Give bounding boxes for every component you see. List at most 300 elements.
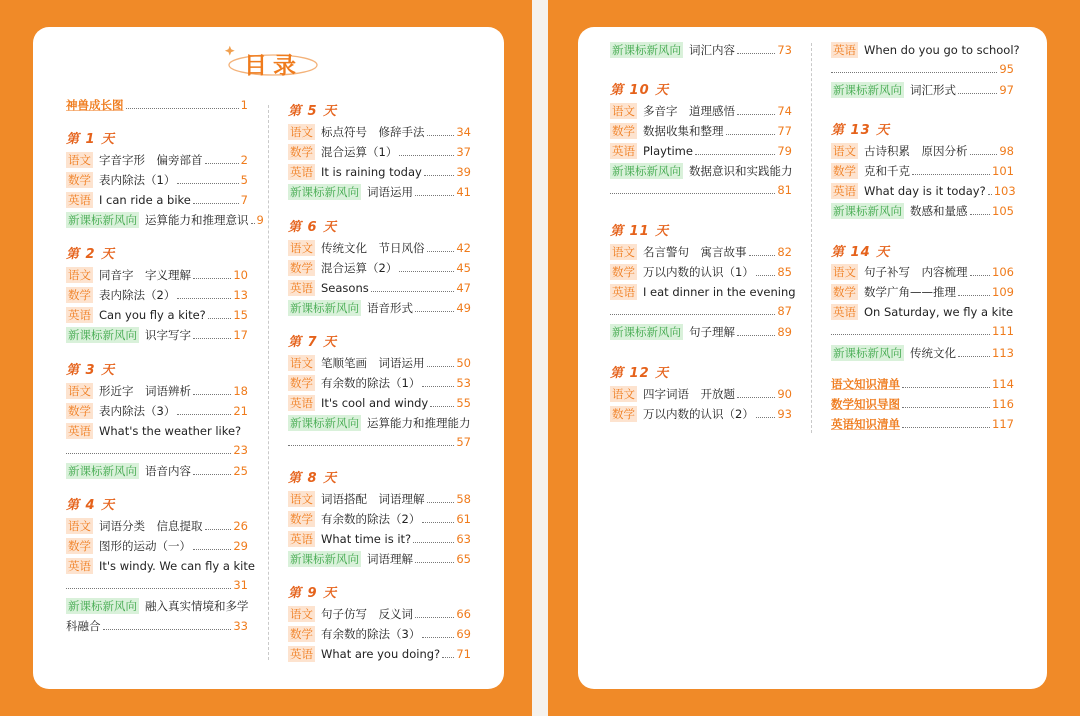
entry-label: What day is it today?	[864, 184, 986, 198]
leader-dots	[430, 406, 454, 407]
subject-tag-english: 英语	[68, 559, 91, 573]
toc-entry[interactable]	[610, 386, 792, 402]
toc-entry-math-map[interactable]	[831, 396, 1014, 412]
entry-label: 句子仿写 反义词	[321, 607, 413, 621]
page-number: 57	[456, 435, 471, 449]
page-number: 103	[993, 184, 1016, 198]
page-number: 25	[233, 464, 248, 478]
page-number: 89	[777, 325, 792, 339]
leader-dots	[958, 93, 997, 94]
page-number: 26	[233, 519, 248, 533]
entry-label: 运算能力和推理意识	[145, 213, 249, 227]
entry-label: 词汇形式	[910, 83, 956, 97]
page-number: 93	[777, 407, 792, 421]
toc-entry[interactable]	[288, 240, 471, 256]
subject-tag-new-curriculum: 新课标新风向	[68, 328, 137, 342]
toc-entry[interactable]	[831, 163, 1014, 179]
leader-dots	[902, 427, 990, 428]
page-number: 53	[456, 376, 471, 390]
leader-dots	[988, 194, 992, 195]
subject-tag-chinese: 语文	[68, 519, 91, 533]
column-divider	[268, 105, 269, 660]
page-number: 15	[233, 308, 248, 322]
day-heading: 第 11 天	[610, 220, 669, 239]
entry-label: 形近字 词语辨析	[99, 384, 191, 398]
page-number: 106	[992, 265, 1014, 279]
entry-label: 表内除法（3）	[99, 404, 176, 418]
toc-entry-growth-map[interactable]	[66, 97, 248, 113]
entry-label: 数感和量感	[910, 204, 968, 218]
entry-label: 科融合	[66, 619, 101, 633]
toc-entry[interactable]	[831, 42, 1020, 58]
leader-dots	[251, 223, 255, 224]
toc-entry[interactable]	[66, 463, 248, 479]
toc-entry[interactable]	[66, 538, 248, 554]
toc-entry[interactable]	[610, 406, 792, 422]
leader-dots	[970, 275, 991, 276]
leader-dots	[427, 502, 455, 503]
subject-tag-english: 英语	[290, 165, 313, 179]
toc-entry[interactable]	[66, 518, 248, 534]
leader-dots	[177, 183, 238, 184]
toc-entry-continued[interactable]	[66, 618, 248, 634]
subject-tag-chinese: 语文	[68, 268, 91, 282]
subject-tag-new-curriculum: 新课标新风向	[290, 552, 359, 566]
subject-tag-chinese: 语文	[290, 492, 313, 506]
entry-label: 四字词语 开放题	[643, 387, 735, 401]
toc-entry[interactable]	[288, 531, 471, 547]
subject-tag-math: 数学	[290, 376, 313, 390]
leader-dots	[902, 407, 990, 408]
leader-dots	[103, 629, 232, 630]
column-divider	[811, 43, 812, 433]
leader-dots	[610, 314, 775, 315]
toc-entry[interactable]	[66, 152, 248, 168]
day-heading: 第 3 天	[66, 359, 115, 378]
page-number: 50	[456, 356, 471, 370]
subject-tag-math: 数学	[833, 164, 856, 178]
toc-entry[interactable]	[831, 345, 1014, 361]
entry-label: 词汇内容	[689, 43, 735, 57]
leader-dots	[205, 529, 232, 530]
subject-tag-english: 英语	[68, 193, 91, 207]
leader-line	[610, 304, 792, 318]
page-number: 37	[456, 145, 471, 159]
leader-dots	[415, 311, 454, 312]
page-number: 113	[992, 346, 1014, 360]
entry-label: 数学广角——推理	[864, 285, 956, 299]
subject-tag-english: 英语	[290, 532, 313, 546]
entry-label: 混合运算（1）	[321, 145, 398, 159]
leader-dots	[831, 334, 990, 335]
subject-tag-new-curriculum: 新课标新风向	[833, 204, 902, 218]
entry-label: 运算能力和推理能力	[367, 416, 471, 430]
day-heading: 第 10 天	[610, 79, 669, 98]
subject-tag-math: 数学	[612, 407, 635, 421]
leader-dots	[737, 53, 775, 54]
toc-entry[interactable]	[288, 491, 471, 507]
toc-entry[interactable]	[66, 423, 248, 439]
page-number: 21	[233, 404, 248, 418]
toc-entry-chinese-list[interactable]	[831, 376, 1014, 392]
entry-label: 字音字形 偏旁部首	[99, 153, 203, 167]
page-gutter	[532, 0, 548, 716]
toc-entry[interactable]	[288, 164, 471, 180]
leader-dots	[193, 278, 231, 279]
leader-dots	[831, 72, 997, 73]
page-number: 61	[456, 512, 471, 526]
toc-entry[interactable]	[288, 375, 471, 391]
page-number: 42	[456, 241, 471, 255]
entry-label: 传统文化 节日风俗	[321, 241, 425, 255]
toc-entry[interactable]	[66, 172, 248, 188]
page-number: 49	[456, 301, 471, 315]
page-number: 114	[992, 377, 1014, 391]
toc-entry[interactable]	[831, 143, 1014, 159]
subject-tag-new-curriculum: 新课标新风向	[833, 346, 902, 360]
leader-dots	[749, 255, 776, 256]
entry-label: 有余数的除法（3）	[321, 627, 421, 641]
page-number: 45	[456, 261, 471, 275]
entry-label: Playtime	[643, 144, 693, 158]
leader-dots	[427, 135, 455, 136]
toc-entry[interactable]	[288, 355, 471, 371]
entry-label: Seasons	[321, 281, 369, 295]
day-heading: 第 5 天	[288, 100, 337, 119]
page-number: 111	[992, 324, 1014, 338]
leader-dots	[427, 251, 455, 252]
toc-entry[interactable]	[288, 415, 471, 431]
entry-label: 神兽成长图	[66, 98, 124, 112]
leader-dots	[912, 174, 990, 175]
subject-tag-chinese: 语文	[833, 265, 856, 279]
entry-label: 表内除法（2）	[99, 288, 176, 302]
entry-label: 数据意识和实践能力	[689, 164, 793, 178]
leader-dots	[756, 275, 776, 276]
entry-label: 语文知识清单	[831, 377, 900, 391]
toc-entry[interactable]	[66, 558, 255, 574]
toc-entry[interactable]	[288, 144, 471, 160]
leader-dots	[970, 214, 991, 215]
page-number: 74	[777, 104, 792, 118]
subject-tag-chinese: 语文	[833, 144, 856, 158]
page-title: 目录	[244, 53, 302, 79]
leader-dots	[193, 549, 231, 550]
entry-label: It is raining today	[321, 165, 422, 179]
subject-tag-english: 英语	[833, 305, 856, 319]
toc-entry[interactable]	[288, 124, 471, 140]
toc-entry[interactable]	[66, 287, 248, 303]
entry-label: What's the weather like?	[99, 424, 242, 438]
toc-entry[interactable]	[831, 183, 1014, 199]
leader-dots	[399, 155, 454, 156]
entry-label: 多音字 道理感悟	[643, 104, 735, 118]
toc-entry[interactable]	[831, 264, 1014, 280]
entry-label: 标点符号 修辞手法	[321, 125, 425, 139]
toc-entry[interactable]	[66, 383, 248, 399]
leader-dots	[737, 397, 775, 398]
subject-tag-chinese: 语文	[612, 245, 635, 259]
page-number: 17	[233, 328, 248, 342]
subject-tag-english: 英语	[612, 285, 635, 299]
leader-dots	[208, 318, 232, 319]
entry-label: 万以内数的认识（2）	[643, 407, 754, 421]
page-number: 105	[992, 204, 1014, 218]
page-number: 41	[456, 185, 471, 199]
page-number: 98	[999, 144, 1014, 158]
entry-label: 同音字 字义理解	[99, 268, 191, 282]
subject-tag-math: 数学	[612, 124, 635, 138]
subject-tag-math: 数学	[833, 285, 856, 299]
subject-tag-math: 数学	[68, 173, 91, 187]
left-page	[33, 27, 504, 689]
page-number: 101	[992, 164, 1014, 178]
page-number: 95	[999, 62, 1014, 76]
page-number: 18	[233, 384, 248, 398]
entry-label: 数学知识导图	[831, 397, 900, 411]
entry-label: 传统文化	[910, 346, 956, 360]
page-number: 13	[233, 288, 248, 302]
day-heading: 第 14 天	[831, 241, 890, 260]
entry-label: 混合运算（2）	[321, 261, 398, 275]
day-heading: 第 13 天	[831, 119, 890, 138]
toc-entry[interactable]	[288, 626, 471, 642]
page-number: 47	[456, 281, 471, 295]
toc-entry[interactable]	[288, 511, 471, 527]
page-number: 90	[777, 387, 792, 401]
day-heading: 第 2 天	[66, 243, 115, 262]
subject-tag-new-curriculum: 新课标新风向	[612, 164, 681, 178]
toc-entry[interactable]	[66, 403, 248, 419]
toc-entry[interactable]	[66, 598, 248, 614]
toc-entry[interactable]	[288, 300, 471, 316]
entry-label: 古诗积累 原因分析	[864, 144, 968, 158]
leader-dots	[415, 195, 454, 196]
entry-label: 词语搭配 词语理解	[321, 492, 425, 506]
toc-entry[interactable]	[610, 143, 792, 159]
subject-tag-english: 英语	[290, 647, 313, 661]
subject-tag-new-curriculum: 新课标新风向	[290, 301, 359, 315]
toc-entry[interactable]	[288, 551, 471, 567]
right-page	[578, 27, 1047, 689]
toc-entry[interactable]	[66, 327, 248, 343]
leader-dots	[726, 134, 776, 135]
toc-entry[interactable]	[610, 103, 792, 119]
subject-tag-math: 数学	[290, 261, 313, 275]
page-number: 97	[999, 83, 1014, 97]
page-number: 81	[777, 183, 792, 197]
toc-entry[interactable]	[288, 260, 471, 276]
page-number: 73	[777, 43, 792, 57]
page-number: 87	[777, 304, 792, 318]
toc-entry-english-list[interactable]	[831, 416, 1014, 432]
entry-label: I eat dinner in the evening	[643, 285, 796, 299]
page-number: 117	[992, 417, 1014, 431]
subject-tag-new-curriculum: 新课标新风向	[68, 213, 137, 227]
leader-dots	[442, 657, 454, 658]
subject-tag-chinese: 语文	[290, 125, 313, 139]
subject-tag-english: 英语	[68, 308, 91, 322]
leader-dots	[288, 445, 454, 446]
leader-dots	[756, 417, 776, 418]
leader-dots	[422, 386, 454, 387]
entry-label: 词语理解	[367, 552, 413, 566]
subject-tag-chinese: 语文	[290, 241, 313, 255]
leader-dots	[422, 637, 454, 638]
leader-dots	[177, 298, 231, 299]
subject-tag-new-curriculum: 新课标新风向	[68, 599, 137, 613]
leader-dots	[737, 335, 775, 336]
subject-tag-english: 英语	[833, 43, 856, 57]
page-number: 109	[992, 285, 1014, 299]
leader-dots	[415, 562, 454, 563]
toc-title-badge	[223, 41, 323, 81]
subject-tag-math: 数学	[68, 539, 91, 553]
entry-label: 识字写字	[145, 328, 191, 342]
subject-tag-english: 英语	[290, 281, 313, 295]
toc-entry[interactable]	[610, 163, 792, 179]
subject-tag-math: 数学	[68, 288, 91, 302]
toc-entry[interactable]	[66, 192, 248, 208]
page-number: 71	[456, 647, 471, 661]
page-number: 69	[456, 627, 471, 641]
subject-tag-chinese: 语文	[290, 356, 313, 370]
day-heading: 第 6 天	[288, 216, 337, 235]
entry-label: What are you doing?	[321, 647, 441, 661]
page-number: 79	[777, 144, 792, 158]
page-number: 82	[777, 245, 792, 259]
leader-dots	[399, 271, 454, 272]
page-number: 34	[456, 125, 471, 139]
leader-dots	[193, 203, 239, 204]
toc-entry[interactable]	[831, 203, 1014, 219]
entry-label: 数据收集和整理	[643, 124, 724, 138]
leader-dots	[415, 617, 454, 618]
entry-label: I can ride a bike	[99, 193, 191, 207]
day-heading: 第 12 天	[610, 362, 669, 381]
leader-dots	[66, 588, 231, 589]
day-heading: 第 8 天	[288, 467, 337, 486]
leader-dots	[958, 295, 990, 296]
subject-tag-math: 数学	[612, 265, 635, 279]
entry-label: 句子补写 内容梳理	[864, 265, 968, 279]
entry-label: It's windy. We can fly a kite	[99, 559, 255, 573]
entry-label: 句子理解	[689, 325, 735, 339]
toc-entry[interactable]	[288, 606, 471, 622]
entry-label: 名言警句 寓言故事	[643, 245, 747, 259]
toc-entry[interactable]	[66, 212, 264, 228]
subject-tag-chinese: 语文	[612, 387, 635, 401]
leader-line	[831, 324, 1014, 338]
page-number: 33	[233, 619, 248, 633]
entry-label: 图形的运动（一）	[99, 539, 191, 553]
page-number: 66	[456, 607, 471, 621]
day-heading: 第 4 天	[66, 494, 115, 513]
leader-dots	[205, 163, 239, 164]
toc-entry[interactable]	[610, 264, 792, 280]
subject-tag-english: 英语	[290, 396, 313, 410]
toc-entry[interactable]	[610, 284, 796, 300]
subject-tag-chinese: 语文	[290, 607, 313, 621]
page-number: 58	[456, 492, 471, 506]
subject-tag-new-curriculum: 新课标新风向	[833, 83, 902, 97]
toc-entry[interactable]	[610, 42, 792, 58]
toc-entry[interactable]	[831, 284, 1014, 300]
leader-line	[831, 62, 1014, 76]
page-number: 1	[240, 98, 248, 112]
leader-dots	[970, 154, 998, 155]
page-number: 85	[777, 265, 792, 279]
page-number: 23	[233, 443, 248, 457]
entry-label: 有余数的除法（2）	[321, 512, 421, 526]
subject-tag-math: 数学	[68, 404, 91, 418]
page-number: 9	[256, 213, 264, 227]
subject-tag-new-curriculum: 新课标新风向	[290, 416, 359, 430]
entry-label: Can you fly a kite?	[99, 308, 206, 322]
page-number: 63	[456, 532, 471, 546]
entry-label: On Saturday, we fly a kite	[864, 305, 1014, 319]
entry-label: 语音形式	[367, 301, 413, 315]
leader-line	[288, 435, 471, 449]
subject-tag-chinese: 语文	[68, 153, 91, 167]
toc-entry[interactable]	[66, 307, 248, 323]
leader-line	[66, 443, 248, 457]
toc-entry[interactable]	[288, 280, 471, 296]
subject-tag-math: 数学	[290, 627, 313, 641]
entry-label: 语音内容	[145, 464, 191, 478]
entry-label: 克和千克	[864, 164, 910, 178]
entry-label: It's cool and windy	[321, 396, 429, 410]
toc-entry[interactable]	[610, 123, 792, 139]
page-number: 31	[233, 578, 248, 592]
page-number: 65	[456, 552, 471, 566]
leader-dots	[422, 522, 454, 523]
leader-dots	[413, 542, 454, 543]
day-heading: 第 1 天	[66, 128, 115, 147]
toc-entry[interactable]	[831, 82, 1014, 98]
toc-entry[interactable]	[288, 184, 471, 200]
entry-label: 万以内数的认识（1）	[643, 265, 754, 279]
entry-label: 词语分类 信息提取	[99, 519, 203, 533]
toc-entry[interactable]	[288, 395, 471, 411]
leader-dots	[958, 356, 990, 357]
leader-dots	[610, 193, 775, 194]
toc-entry[interactable]	[831, 304, 1014, 320]
leader-dots	[695, 154, 775, 155]
page-number: 77	[777, 124, 792, 138]
day-heading: 第 7 天	[288, 331, 337, 350]
page-number: 2	[240, 153, 248, 167]
subject-tag-chinese: 语文	[612, 104, 635, 118]
subject-tag-new-curriculum: 新课标新风向	[612, 43, 681, 57]
toc-entry[interactable]	[610, 244, 792, 260]
page-number: 10	[233, 268, 248, 282]
leader-dots	[902, 387, 990, 388]
entry-label: 笔顺笔画 词语运用	[321, 356, 425, 370]
toc-entry[interactable]	[288, 646, 471, 662]
page-number: 55	[456, 396, 471, 410]
toc-entry[interactable]	[66, 267, 248, 283]
entry-label: When do you go to school?	[864, 43, 1020, 57]
toc-entry[interactable]	[610, 324, 792, 340]
entry-label: 英语知识清单	[831, 417, 900, 431]
leader-dots	[424, 175, 455, 176]
page-number: 5	[240, 173, 248, 187]
subject-tag-math: 数学	[290, 512, 313, 526]
page-number: 39	[456, 165, 471, 179]
subject-tag-english: 英语	[612, 144, 635, 158]
entry-label: 词语运用	[367, 185, 413, 199]
